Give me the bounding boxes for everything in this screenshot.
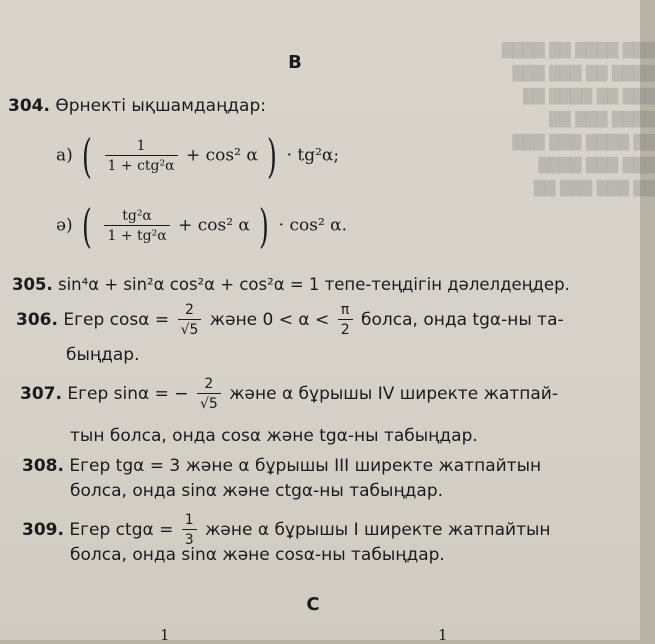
problem-306-mid: және 0 < α < <box>209 310 330 330</box>
problem-308-line2: болса, онда sinα және ctgα-ны табыңдар. <box>70 481 444 501</box>
problem-304-b-label: ә) <box>56 215 73 236</box>
fraction-numerator: 2 <box>185 302 194 318</box>
problem-304-a-mid: + cos² α <box>186 145 258 166</box>
problem-307-pre: Егер sinα = − <box>67 384 189 404</box>
problem-308-number: 308. <box>22 456 64 476</box>
section-c-heading: С <box>306 594 320 615</box>
problem-306-pre: Егер cosα = <box>63 310 170 330</box>
problem-304-number: 304. <box>8 96 50 116</box>
problem-307-fraction <box>197 376 221 412</box>
problem-306-fraction <box>178 302 202 338</box>
problem-304-a-fraction <box>105 138 178 174</box>
problem-305-number: 305. <box>12 275 53 294</box>
problem-304-b-tail: · cos² α. <box>278 215 348 236</box>
fraction-numerator: 1 <box>136 138 146 154</box>
right-paren: ) <box>267 129 278 183</box>
problem-306-number: 306. <box>16 310 58 330</box>
problem-307-line2: тын болса, онда cosα және tgα-ны табыңдар. <box>70 426 478 446</box>
left-paren: ( <box>82 199 93 253</box>
fraction-numerator: 2 <box>204 376 214 392</box>
cutoff-fraction-1: 1 <box>160 626 170 644</box>
problem-304-b-mid: + cos² α <box>178 215 250 236</box>
left-paren: ( <box>82 129 93 183</box>
problem-305 <box>12 275 570 294</box>
problem-306-post: болса, онда tgα-ны та- <box>361 310 564 330</box>
section-b-heading: В <box>288 52 302 73</box>
right-paren: ) <box>259 199 270 253</box>
problem-304-b <box>56 199 348 253</box>
problem-304-text: Өрнекті ықшамдаңдар: <box>55 96 266 116</box>
fraction-numerator: 1 <box>184 512 194 528</box>
problem-308-line1: Егер tgα = 3 және α бұрышы III ширекте жатпайтын <box>69 456 542 476</box>
fraction-numerator: tg²α <box>122 208 152 224</box>
fraction-denominator: 3 <box>182 529 197 548</box>
problem-305-text: sin⁴α + sin²α cos²α + cos²α = 1 тепе-теңдігін дәлелдеңдер. <box>57 275 570 294</box>
problem-304 <box>8 96 266 116</box>
problem-309-pre: Егер ctgα = <box>69 520 174 540</box>
problem-304-a <box>56 129 340 183</box>
problem-304-b-fraction <box>104 208 169 244</box>
problem-309-post: және α бұрышы I ширекте жатпайтын <box>205 520 551 540</box>
problem-307-post: және α бұрышы IV ширекте жатпай- <box>229 384 558 404</box>
problem-306 <box>16 302 564 338</box>
cutoff-fraction-2: 1 <box>438 626 448 644</box>
fraction-numerator: π <box>340 302 350 318</box>
problem-309-fraction <box>182 512 197 548</box>
fraction-denominator: √5 <box>178 319 202 338</box>
problem-306-pi-fraction <box>338 302 353 338</box>
fraction-denominator: 1 + tg²α <box>104 225 169 244</box>
fraction-denominator: 1 + ctg²α <box>105 155 178 174</box>
problem-307-number: 307. <box>20 384 62 404</box>
problem-308 <box>22 456 541 476</box>
fraction-denominator: 2 <box>338 319 353 338</box>
problem-309 <box>22 512 551 548</box>
problem-307 <box>20 376 558 412</box>
problem-304-a-tail: · tg²α; <box>286 145 340 166</box>
problem-309-line2: болса, онда sinα және cosα-ны табыңдар. <box>70 545 445 565</box>
problem-304-a-label: а) <box>56 145 73 166</box>
problem-306-line2: быңдар. <box>66 345 140 365</box>
fraction-denominator: √5 <box>197 393 221 412</box>
bleed-through-decoration: ███ ████ ██ ████ ████ ██ ███ ███ ███ ██ ████ ██ ████ ███ ██ ██ ████ ███ ███ ███ ███ ████ ██ ███ ███ ██ <box>501 43 655 197</box>
problem-309-number: 309. <box>22 520 64 540</box>
